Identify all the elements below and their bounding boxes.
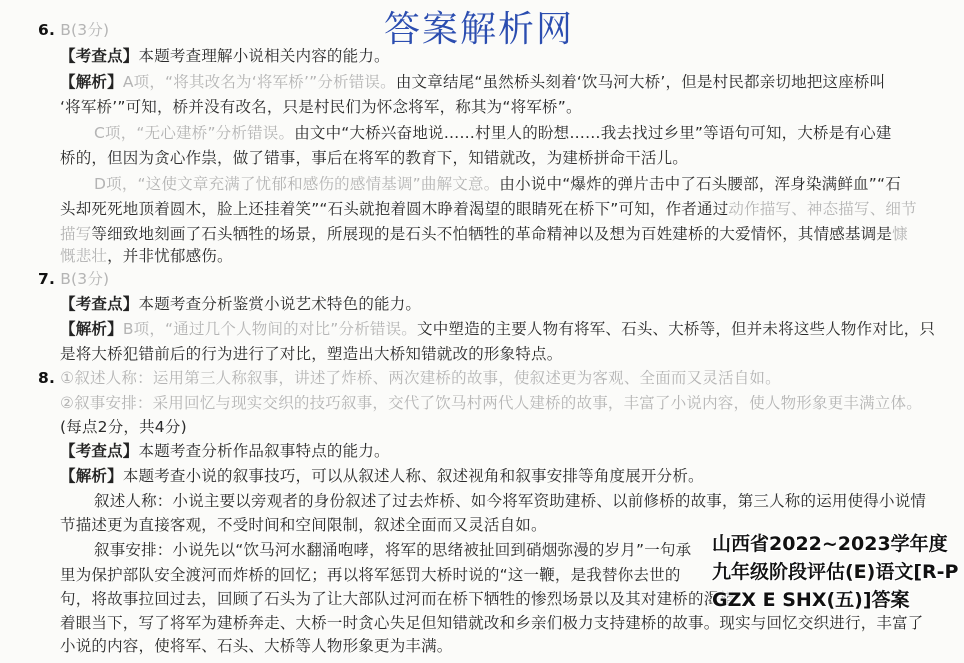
q6-point-label: 【考查点】 <box>60 47 139 65</box>
q6-analysis-line-8 <box>60 244 233 268</box>
q8-analysis-line-1 <box>60 464 704 488</box>
q6-highlight-3: 慷 <box>892 225 908 243</box>
q7-point-label: 【考查点】 <box>60 295 139 313</box>
q6-point <box>60 44 390 68</box>
q6-analysis-text-8: ，并非忧郁感伤。 <box>107 247 233 265</box>
q6-analysis-line-4: 桥的，但因为贪心作祟，做了错事，事后在将军的教育下，知错就改，为建桥拼命干活儿。 <box>60 149 689 167</box>
q6-analysis-line-5 <box>94 172 901 196</box>
q8-analysis-line-8: 小说的内容，使将军、石头、大桥等人物形象更为丰满。 <box>60 637 453 655</box>
q7-number: 7. <box>38 270 56 288</box>
q6-analysis-line-3 <box>94 121 892 145</box>
q6-analysis-line-7 <box>60 222 908 246</box>
q7-analysis-label: 【解析】 <box>60 320 123 338</box>
q7-option-b: B项，“通过几个人物间的对比”分析错误。 <box>122 320 418 338</box>
q8-point-label: 【考查点】 <box>60 442 139 460</box>
q8-answer-1: ①叙述人称：运用第三人称叙事，讲述了炸桥、两次建桥的故事，使叙述更为客观、全面而又灵活自如。 <box>60 369 781 387</box>
q7-header <box>38 267 109 291</box>
q6-highlight-4: 慨悲壮 <box>60 247 108 265</box>
q7-point-text: 本题考查分析鉴赏小说艺术特色的能力。 <box>138 295 422 313</box>
q8-score-note: (每点2分，共4分) <box>60 418 187 436</box>
q8-answer-2: ②叙事安排：采用回忆与现实交织的技巧叙事，交代了饮马村两代人建桥的故事，丰富了小说内容，使人物形象更丰满立体。 <box>60 394 922 412</box>
q6-option-a: A项，“将其改名为‘将军桥’”分析错误。 <box>122 73 396 91</box>
q6-analysis-label: 【解析】 <box>60 73 123 91</box>
q8-analysis-line-6: 句，将故事拉回过去，回顾了石头为了让大部队过河而在桥下牺牲的惨烈场景以及其对建桥的渴望 <box>60 590 736 608</box>
q8-analysis-line-3: 节描述更为直接客观，不受时间和空间限制，叙述全面而又灵活自如。 <box>60 516 547 534</box>
q8-point <box>60 439 390 463</box>
q6-analysis-text-3: 由文中“大桥兴奋地说……村里人的盼想……我去找过乡里”等语句可知，大桥是有心建 <box>294 124 892 142</box>
q8-analysis-line-4: 叙事安排：小说先以“饮马河水翻涌咆哮，将军的思绪被扯回到硝烟弥漫的岁月”一句承 <box>94 541 692 559</box>
q8-analysis-line-5: 里为保护部队安全渡河而炸桥的回忆；再以将军惩罚大桥时说的“这一鞭，是我替你去世的 <box>60 566 681 584</box>
q8-analysis-label: 【解析】 <box>60 467 123 485</box>
q6-analysis-line-2: ‘将军桥’”可知，桥并没有改名，只是村民们为怀念将军，称其为“将军桥”。 <box>60 98 582 116</box>
q7-analysis-line-2: 是将大桥犯错前后的行为进行了对比，塑造出大桥知错就改的形象特点。 <box>60 345 563 363</box>
q7-answer: B(3分) <box>60 270 110 288</box>
q7-analysis-text-1: 文中塑造的主要人物有将军、石头、大桥等，但并未将这些人物作对比，只 <box>417 320 936 338</box>
q8-point-text: 本题考查分析作品叙事特点的能力。 <box>138 442 390 460</box>
q8-analysis-line-2: 叙述人称：小说主要以旁观者的身份叙述了过去炸桥、如今将军资助建桥、以前修桥的故事，第三人称的运用使得小说情 <box>94 492 927 510</box>
q6-analysis-text-6: 头却死死地顶着圆木，脸上还挂着笑”“石头就抱着圆木睁着渴望的眼睛死在桥下”可知，作者通过 <box>60 200 729 218</box>
q6-header <box>38 18 109 42</box>
overlay-document-title: 山西省2022~2023学年度九年级阶段评估(E)语文[R-PGZX E SHX(五)]答案 <box>712 533 959 611</box>
q7-analysis-line-1 <box>60 317 935 341</box>
q7-point <box>60 292 421 316</box>
q6-highlight-1: 动作描写、神态描写、细节 <box>728 200 917 218</box>
q6-point-text: 本题考查理解小说相关内容的能力。 <box>138 47 390 65</box>
q8-header <box>38 366 781 390</box>
watermark-title: 答案解析网 <box>384 9 575 50</box>
q6-option-c: C项，“无心建桥”分析错误。 <box>94 124 295 142</box>
q8-analysis-line-7: 着眼当下，写了将军为建桥奔走、大桥一时贪心失足但知错就改和乡亲们极力支持建桥的故事。现实与回忆交织进行，丰富了 <box>60 614 924 632</box>
q8-analysis-text-1: 本题考查小说的叙事技巧，可以从叙述人称、叙述视角和叙事安排等角度展开分析。 <box>122 467 704 485</box>
q6-number: 6. <box>38 21 56 39</box>
q6-analysis-line-1 <box>60 70 885 94</box>
q6-highlight-2: 描写 <box>60 225 92 243</box>
q6-analysis-text-7: 等细致地刻画了石头牺牲的场景，所展现的是石头不怕牺牲的革命精神以及想为百姓建桥的大爱情怀，其情感基调是 <box>91 225 893 243</box>
q8-number: 8. <box>38 369 56 387</box>
q6-option-d: D项，“这使文章充满了忧郁和感伤的感情基调”曲解文意。 <box>94 175 500 193</box>
q6-analysis-text-1: 由文章结尾“虽然桥头刻着‘饮马河大桥’，但是村民都亲切地把这座桥叫 <box>395 73 886 91</box>
q6-analysis-line-6 <box>60 197 917 221</box>
q6-analysis-text-5: 由小说中“爆炸的弹片击中了石头腰部，浑身染满鲜血”“石 <box>499 175 901 193</box>
q6-answer: B(3分) <box>60 21 110 39</box>
